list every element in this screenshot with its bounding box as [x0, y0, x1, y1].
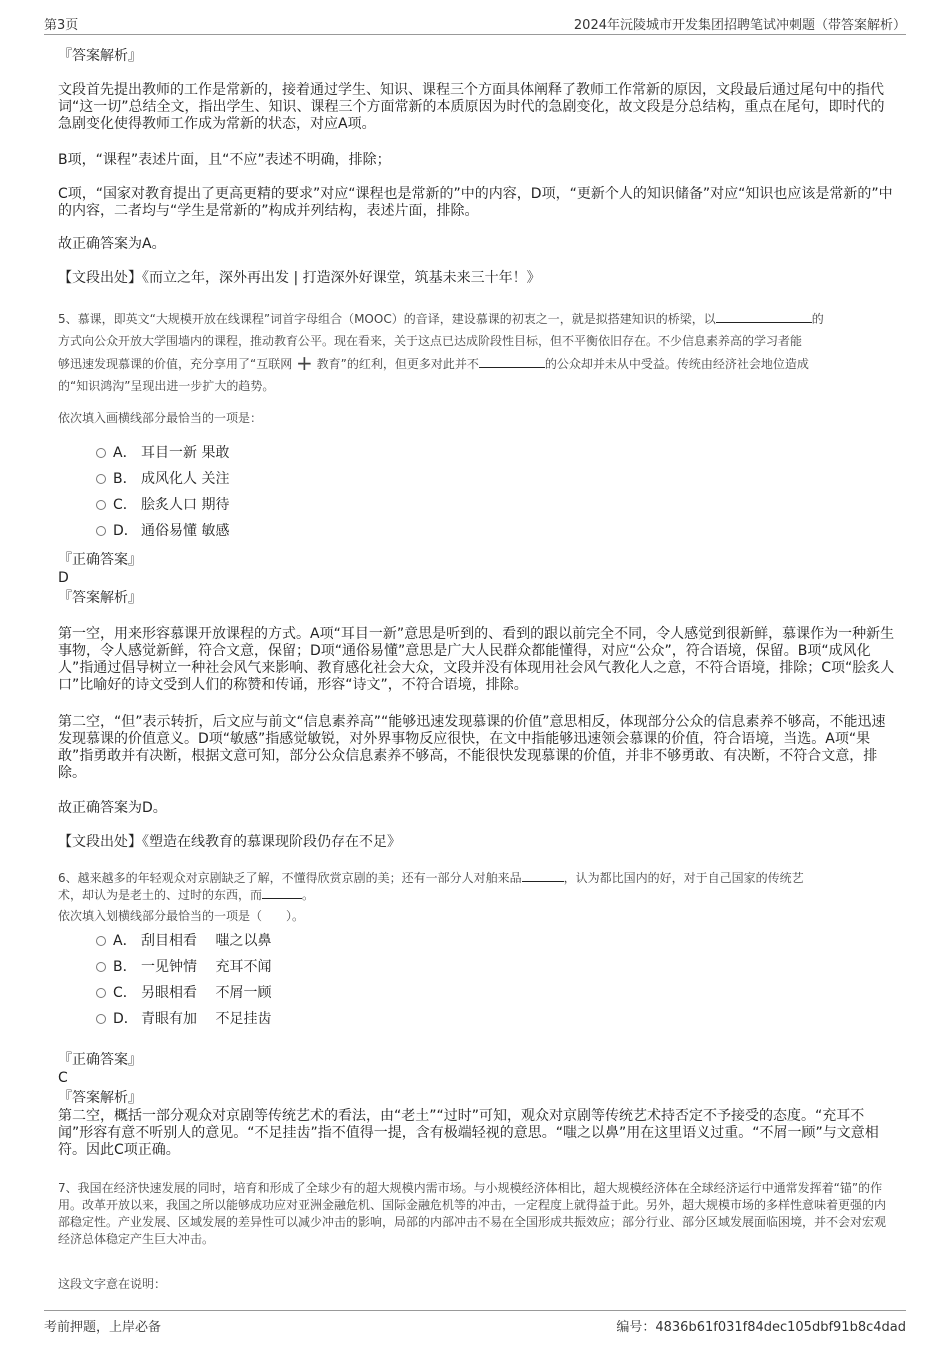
q5-stem: 5、慕课，即英文“大规模开放在线课程”词首字母组合（MOOC）的音译，建设慕课的初衷之一，就是拟搭建知识的桥梁，以 的 方式向公众开放大学围墙内的课程，推动教育公平。现在看来，关于这点已达成阶段性目标，但不平衡依旧存在。不少信息素养高的学习者能 够迅速发现慕课的价值，充分享用了“互联网 + 教育”的红利，但更多对此并不 的公众却并未从中受益。传统由经济社会地位造成 的“知识鸿沟”呈现出进一步扩大的趋势。	[58, 312, 824, 393]
blank-1	[522, 870, 564, 882]
q4-analysis-p2: B项，“课程”表述片面，且“不应”表述不明确，排除；	[58, 152, 391, 168]
q5-prompt: 依次填入画横线部分最恰当的一项是：	[58, 411, 263, 425]
blank-1	[716, 311, 812, 323]
radio-icon[interactable]	[96, 936, 106, 946]
q5-option-d[interactable]: D． 通俗易懂 敏感	[96, 522, 229, 540]
radio-icon[interactable]	[96, 962, 106, 972]
q7-stem: 7、我国在经济快速发展的同时，培育和形成了全球少有的超大规模内需市场。与小规模经济体相比，超大规模经济体在全球经济运行中通常发挥着“锚”的作用。改革开放以来，我国之所以能够成功应对亚洲金融危机、国际金融危机等的冲击，一定程度上就得益于此。另外，超大规模市场的多样性意味着更强的内部稳定性。产业发展、区域发展的差异性可以减少冲击的影响，局部的内部冲击不易在全国形成共振效应；部分行业、部分区域发展面临困境，并不会对宏观经济总体稳定产生巨大冲击。	[58, 1181, 887, 1246]
document-code: 编号：4836b61f031f84dec105dbf91b8c4dad	[616, 1320, 906, 1335]
page-header	[44, 10, 906, 35]
page-footer	[44, 1310, 906, 1333]
q7-prompt: 这段文字意在说明：	[58, 1277, 167, 1291]
q6-answer: C	[58, 1070, 68, 1086]
radio-icon[interactable]	[96, 500, 106, 510]
blank-2	[479, 356, 545, 368]
document-title: 2024年沅陵城市开发集团招聘笔试冲刺题（带答案解析）	[573, 18, 906, 33]
q6-analysis-p1: 第二空，概括一部分观众对京剧等传统艺术的看法，由“老土”“过时”可知，观众对京剧等传统艺术持否定不予接受的态度。“充耳不闻”形容有意不听别人的意见。“不足挂齿”指不值得一提，含有极端轻视的意思。“嗤之以鼻”用在这里语义过重。“不屑一顾”与文意相符。因此C项正确。	[58, 1108, 879, 1158]
radio-icon[interactable]	[96, 474, 106, 484]
q5-answer: D	[58, 570, 69, 586]
q6-option-c[interactable]: C． 另眼相看 不屑一顾	[96, 984, 271, 1002]
radio-icon[interactable]	[96, 448, 106, 458]
q5-option-a[interactable]: A． 耳目一新 果敢	[96, 444, 229, 462]
q6-option-d[interactable]: D． 青眼有加 不足挂齿	[96, 1010, 271, 1028]
q5-source: 【文段出处】《塑造在线教育的慕课现阶段仍存在不足》	[58, 834, 401, 850]
q6-prompt: 依次填入划横线部分最恰当的一项是（ ）。	[58, 909, 305, 923]
q4-analysis-p3: C项，“国家对教育提出了更高更精的要求”对应“课程也是常新的”中的内容，D项，“更新个人的知识储备”对应“知识也应该是常新的”中的内容，二者均与“学生是常新的”构成并列结构，表述片面，排除。	[58, 186, 893, 219]
q6-option-b[interactable]: B． 一见钟情 充耳不闻	[96, 958, 271, 976]
q4-analysis-p1: 文段首先提出教师的工作是常新的，接着通过学生、知识、课程三个方面具体阐释了教师工作常新的原因，文段最后通过尾句中的指代词“这一切”总结全文，指出学生、知识、课程三个方面常新的本质原因为时代的急剧变化，故文段是分总结构，重点在尾句，即时代的急剧变化使得教师工作成为常新的状态，对应A项。	[58, 82, 885, 132]
footer-motto: 考前押题，上岸必备	[44, 1320, 162, 1335]
page-number: 第3页	[44, 18, 79, 33]
q4-analysis-conclusion: 故正确答案为A。	[58, 236, 166, 252]
q6-answer-tag: 『正确答案』	[58, 1052, 142, 1068]
radio-icon[interactable]	[96, 988, 106, 998]
q5-analysis-conclusion: 故正确答案为D。	[58, 800, 167, 816]
q4-analysis-tag: 『答案解析』	[58, 48, 142, 64]
q5-analysis-tag: 『答案解析』	[58, 590, 142, 606]
q6-option-a[interactable]: A． 刮目相看 嗤之以鼻	[96, 932, 271, 950]
q5-option-b[interactable]: B． 成风化人 关注	[96, 470, 229, 488]
q5-answer-tag: 『正确答案』	[58, 552, 142, 568]
q5-analysis-p1: 第一空，用来形容慕课开放课程的方式。A项“耳目一新”意思是听到的、看到的跟以前完全不同，令人感觉到很新鲜，慕课作为一种新生事物，令人感觉新鲜，符合文意，保留；D项“通俗易懂”意思是广大人民群众都能懂得，对应“公众”，符合语境，保留。B项“成风化人”指通过倡导树立一种社会风气来影响、教育感化社会大众，文段并没有体现用社会风气教化人之意，不符合语境，排除；C项“脍炙人口”比喻好的诗文受到人们的称赞和传诵，形容“诗文”，不符合语境，排除。	[58, 626, 895, 693]
q6-analysis-tag: 『答案解析』	[58, 1090, 142, 1106]
blank-2	[262, 887, 302, 899]
q5-analysis-p2: 第二空，“但”表示转折，后文应与前文“信息素养高”“能够迅速发现慕课的价值”意思相反，体现部分公众的信息素养不够高，不能迅速发现慕课的价值意义。D项“敏感”指感觉敏锐，对外界事物反应很快，在文中指能够迅速领会慕课的价值，符合语境，当选。A项“果敢”指勇敢并有决断，根据文意可知，部分公众信息素养不够高，不能很快发现慕课的价值，并非不够勇敢、有决断，不符合文意，排除。	[58, 714, 886, 781]
q5-option-c[interactable]: C． 脍炙人口 期待	[96, 496, 229, 514]
radio-icon[interactable]	[96, 526, 106, 536]
radio-icon[interactable]	[96, 1014, 106, 1024]
q4-source: 【文段出处】《而立之年，深外再出发 | 打造深外好课堂，筑基未来三十年！》	[58, 270, 541, 286]
q6-stem: 6、越来越多的年轻观众对京剧缺乏了解，不懂得欣赏京剧的美；还有一部分人对舶来品 ，认为都比国内的好，对于自己国家的传统艺 术，却认为是老土的、过时的东西，而 。	[58, 871, 804, 902]
